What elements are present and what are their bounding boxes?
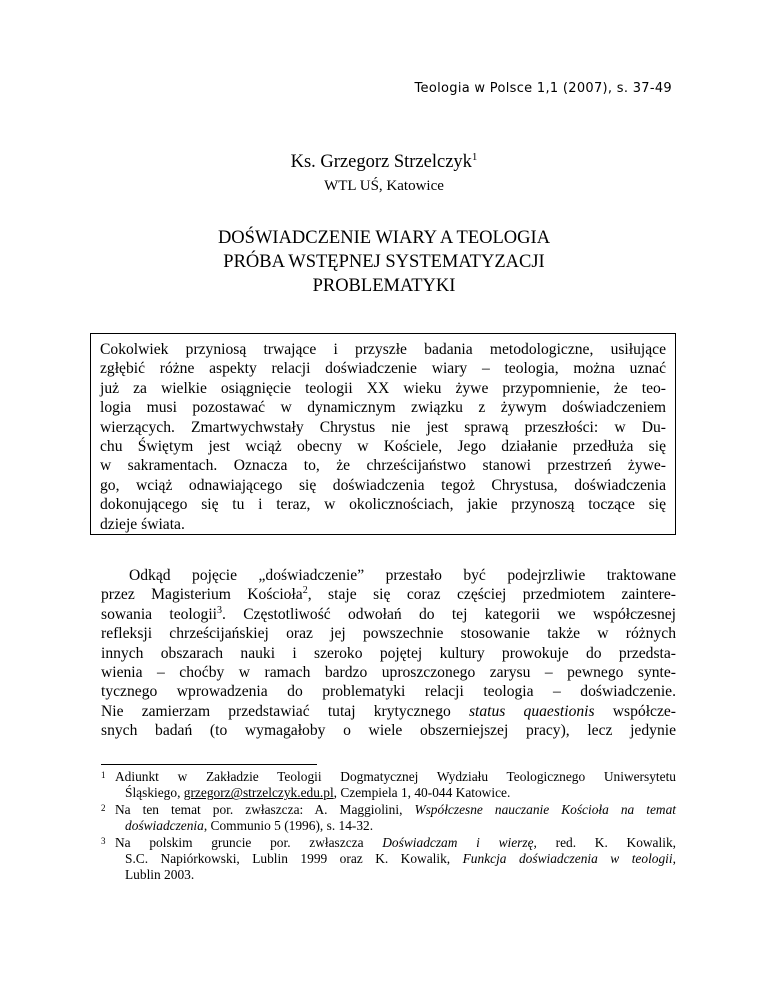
- footnote-ref-3[interactable]: 3: [217, 604, 223, 616]
- body-line: [101, 605, 676, 624]
- italic-term: status quaestionis: [468, 702, 595, 720]
- abstract-line: zgłębić różne aspekty relacji doświadczenie wiary – teologia, można uznać: [100, 360, 666, 378]
- footnote-line: [115, 802, 676, 818]
- footnote-number: 2: [101, 802, 106, 813]
- author-affiliation: WTL UŚ, Katowice: [324, 178, 444, 194]
- footnote-text-fragment: , Czempiela 1, 40-044 Katowice.: [333, 785, 511, 801]
- running-header: Teologia w Polsce 1,1 (2007), s. 37-49: [414, 81, 672, 96]
- body-paragraph: [101, 566, 676, 741]
- footnote-text-fragment: Na ten temat por. zwłaszcza: A. Maggiolini,: [115, 801, 415, 817]
- body-line: refleksji chrześcijańskiej oraz jej powszechnie stosowanie także w różnych: [101, 625, 676, 643]
- body-line: innych obszarach nauki i szeroko pojętej kultury prowokuje do przedsta-: [101, 644, 676, 662]
- footnote-text-fragment: , Communio 5 (1996), s. 14-32.: [203, 818, 374, 834]
- footnotes: [101, 769, 676, 884]
- footnote-line: [115, 851, 676, 867]
- footnote-ref-2[interactable]: 2: [302, 585, 308, 597]
- abstract-line: w sakramentach. Oznacza to, że chrześcijaństwo stanowi przestrzeń żywe-: [100, 457, 666, 475]
- body-line: [101, 585, 676, 604]
- footnote-text-fragment: Śląskiego,: [125, 785, 184, 801]
- abstract-line: dokonującego się tu i teraz, w okolicznościach, jakie przynoszą toczące się: [100, 496, 666, 514]
- footnote-line: [115, 835, 676, 851]
- abstract-line: wierzących. Zmartwychwstały Chrystus nie jest sprawą przeszłości: w Du-: [100, 418, 666, 436]
- body-line: [101, 702, 676, 721]
- abstract-line: chu Świętym jest wciąż obecny w Kościele, Jego działanie przedłuża się: [100, 438, 666, 456]
- italic-title: Funkcja doświadczenia w teologii: [462, 851, 673, 867]
- footnote-line: [115, 785, 676, 801]
- article-title: [0, 226, 768, 298]
- title-line: PRÓBA WSTĘPNEJ SYSTEMATYZACJI: [223, 252, 545, 272]
- body-line: tycznego wprowadzenia do problematyki relacji teologia – doświadczenie.: [101, 683, 676, 701]
- footnote-text-fragment: , red. K. Kowalik,: [533, 834, 676, 850]
- footnote-3: [101, 835, 676, 884]
- abstract-line: już za wielkie osiągnięcie teologii XX wieku żywe przypomnienie, że teo-: [100, 379, 666, 397]
- footnote-divider: [101, 764, 317, 765]
- abstract-box: [90, 333, 676, 535]
- footnote-text-fragment: ,: [672, 851, 676, 867]
- body-line: Odkąd pojęcie „doświadczenie” przestało być podejrzliwie traktowane: [129, 567, 676, 584]
- title-line: PROBLEMATYKI: [312, 276, 456, 296]
- body-text-fragment: sowania teologii: [101, 605, 218, 623]
- italic-title: doświadczenia: [125, 818, 204, 834]
- body-text-fragment: , staje się coraz częściej przedmiotem zaintere-: [307, 586, 676, 604]
- footnote-line: Adiunkt w Zakładzie Teologii Dogmatycznej Wydziału Teologicznego Uniwersytetu: [115, 769, 676, 784]
- email-link[interactable]: grzegorz@strzelczyk.edu.pl: [183, 785, 334, 801]
- body-line: snych badań (to wymagałoby o wiele obszerniejszej pracy), lecz jedynie: [101, 722, 676, 740]
- title-line: DOŚWIADCZENIE WIARY A TEOLOGIA: [217, 228, 551, 248]
- author-name: [0, 151, 768, 173]
- abstract-line: dzieje świata.: [100, 515, 185, 533]
- footnote-line: [115, 818, 676, 834]
- abstract-line: logia musi pozostawać w dynamicznym związku z żywym doświadczeniem: [100, 399, 666, 417]
- author-name-text: Ks. Grzegorz Strzelczyk: [290, 152, 472, 172]
- footnote-text-fragment: Na polskim gruncie por. zwłaszcza: [115, 834, 383, 850]
- italic-title: Współczesne nauczanie Kościoła na temat: [414, 801, 676, 817]
- footnote-line: Lublin 2003.: [125, 867, 195, 883]
- author-footnote-mark: 1: [471, 151, 478, 163]
- abstract-line: go, wciąż odnawiającego się doświadczenia tegoż Chrystusa, doświadczenia: [100, 476, 666, 494]
- body-text-fragment: przez Magisterium Kościoła: [101, 586, 303, 604]
- footnote-number: 1: [101, 770, 106, 780]
- body-text-fragment: współcze-: [594, 702, 676, 720]
- body-line: wienia – choćby w ramach bardzo uproszczonego zarysu – pewnego synte-: [101, 664, 676, 682]
- footnote-number: 3: [101, 835, 106, 846]
- italic-title: Doświadczam i wierzę: [382, 834, 534, 850]
- abstract-line: Cokolwiek przyniosą trwające i przyszłe badania metodologiczne, usiłujące: [100, 341, 666, 358]
- body-text-fragment: Nie zamierzam przedstawiać tutaj krytycznego: [101, 702, 469, 720]
- body-text-fragment: . Częstotliwość odwołań do tej kategorii we współczesnej: [222, 605, 676, 623]
- footnote-1: [101, 769, 676, 802]
- footnote-2: [101, 802, 676, 835]
- footnote-text-fragment: S.C. Napiórkowski, Lublin 1999 oraz K. Kowalik,: [125, 851, 463, 867]
